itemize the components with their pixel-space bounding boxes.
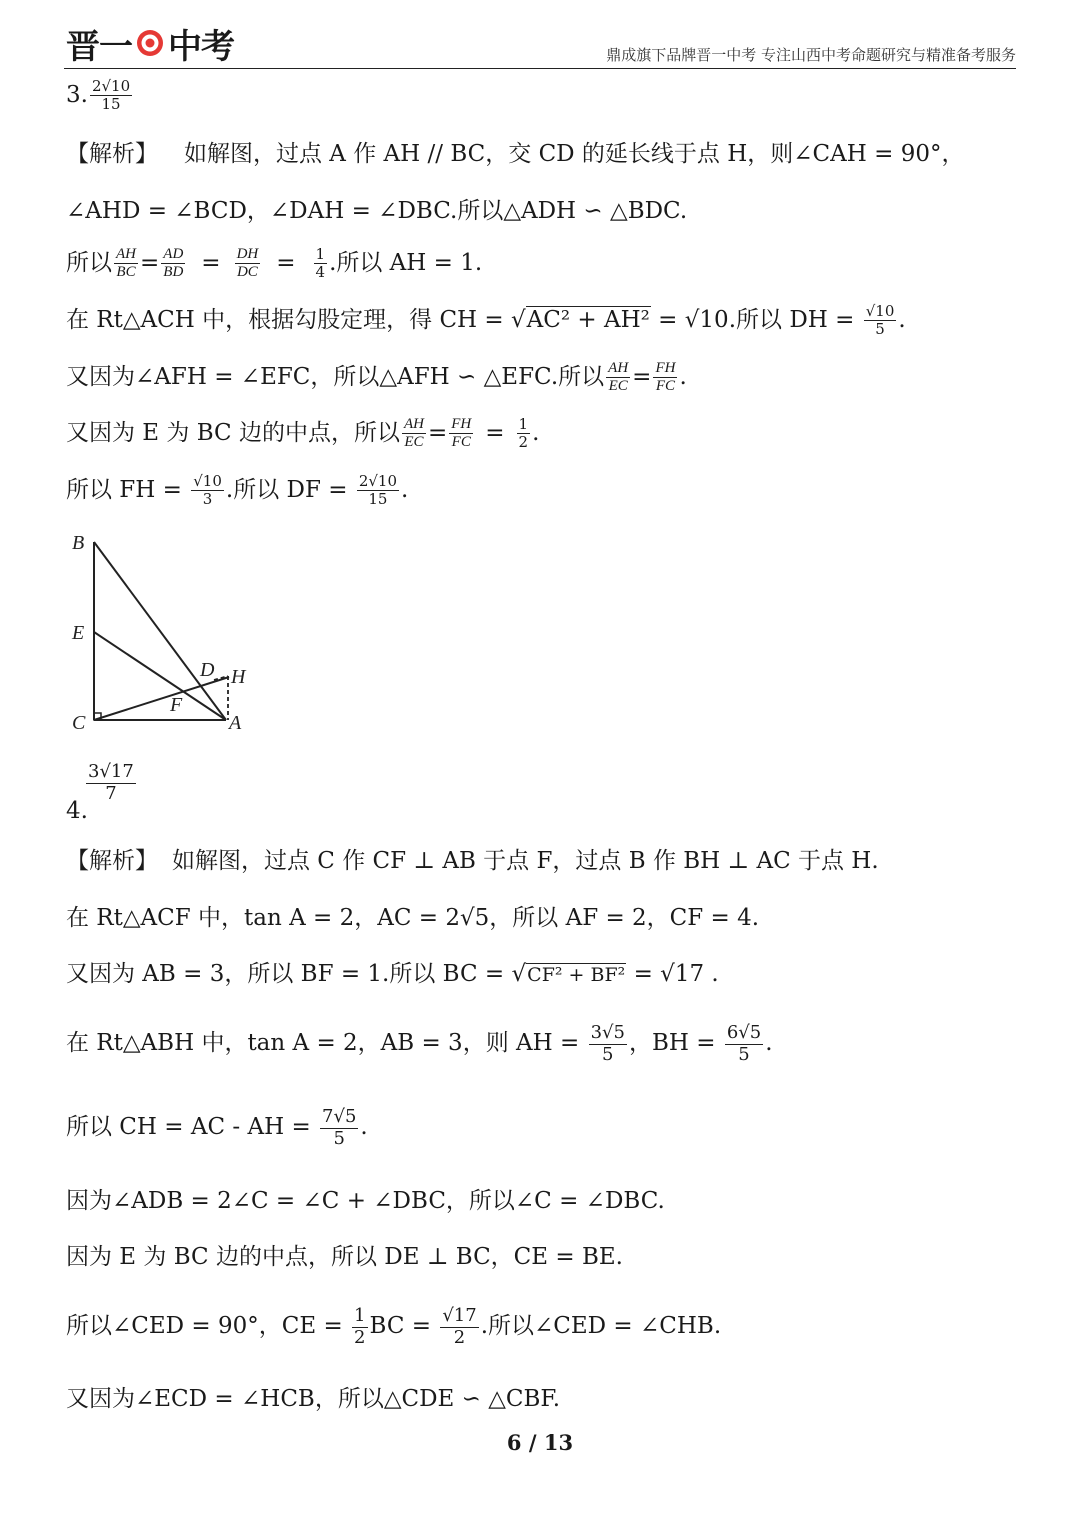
- q4-line-2: 在 Rt△ACF 中，tan A = 2，AC = 2√5，所以 AF = 2，CF = 4.: [66, 905, 760, 931]
- label-A: A: [229, 712, 242, 734]
- q4-line-4: 在 Rt△ABH 中，tan A = 2，AB = 3，则 AH = $\frac{3√5}{5}$ ，BH = $\frac{6√5}{5}$ .: [66, 1022, 773, 1065]
- label-C: C: [72, 712, 86, 734]
- segment-BA: [94, 542, 226, 720]
- q3-answer-fraction: $\frac{2√10}{15}$: [91, 77, 131, 114]
- q4-line-8: 所以∠CED = 90°，CE = $\frac{1}{2}$ BC = $\frac{√17}{2}$ .所以∠CED = ∠CHB.: [66, 1305, 722, 1348]
- q3-line-3: 所以 $\frac{AH}{BC}$ = $\frac{AD}{BD}$ = $\frac{DH}{DC}$ = $\frac{1}{4}$ .所以 AH = 1.: [66, 245, 483, 282]
- brand-logo: [66, 22, 234, 67]
- label-E: E: [72, 622, 85, 644]
- q3-line-1: 【解析】 如解图，过点 A 作 AH // BC，交 CD 的延长线于点 H，则∠CAH = 90°，: [66, 141, 965, 167]
- q3-line-2: ∠AHD = ∠BCD，∠DAH = ∠DBC.所以△ADH ∽ △BDC.: [66, 198, 688, 224]
- target-icon: [135, 28, 165, 58]
- header-tagline: 鼎成旗下品牌晋一中考 专注山西中考命题研究与精准备考服务: [606, 46, 1016, 64]
- q3-line-4: 在 Rt△ACH 中，根据勾股定理，得 CH = √AC² + AH² = √10.所以 DH = $\frac{√10}{5}$ .: [66, 302, 906, 339]
- analysis-tag: 【解析】: [66, 848, 158, 874]
- q4-line-6: 因为∠ADB = 2∠C = ∠C + ∠DBC，所以∠C = ∠DBC.: [66, 1188, 665, 1214]
- page-number: 6 / 13: [506, 1430, 574, 1455]
- logo-text-right: 中考: [168, 26, 234, 67]
- q3-line-5: 又因为∠AFH = ∠EFC，所以△AFH ∽ △EFC.所以 $\frac{AH}{EC}$ = $\frac{FH}{FC}$ .: [66, 360, 687, 395]
- label-D: D: [200, 659, 215, 681]
- q4-line-9: 又因为∠ECD = ∠HCB，所以△CDE ∽ △CBF.: [66, 1386, 561, 1412]
- logo-text-left: 晋一: [66, 26, 132, 67]
- label-H: H: [231, 666, 246, 688]
- header-divider: [64, 68, 1016, 69]
- segment-CD: [94, 677, 229, 720]
- q4-line-3: 又因为 AB = 3，所以 BF = 1.所以 BC = √CF² + BF² = √17 .: [66, 961, 719, 987]
- q4-line-7: 因为 E 为 BC 边的中点，所以 DE ⊥ BC，CE = BE.: [66, 1244, 623, 1270]
- q3-figure: [66, 528, 266, 743]
- label-B: B: [72, 532, 85, 554]
- label-F: F: [170, 694, 183, 716]
- q4-number: 4.: [66, 798, 88, 824]
- q4-answer-fraction: $\frac{3√17}{7}$: [88, 761, 134, 804]
- page-header: [66, 20, 1016, 70]
- q3-answer: [66, 78, 134, 114]
- q3-number: 3.: [66, 81, 88, 108]
- q3-line-6: 又因为 E 为 BC 边的中点，所以 $\frac{AH}{EC}$ = $\frac{FH}{FC}$ = $\frac{1}{2}$ .: [66, 415, 540, 452]
- q3-line-7: 所以 FH = $\frac{√10}{3}$ .所以 DF = $\frac{2√10}{15}$ .: [66, 472, 409, 509]
- triangle-diagram: [66, 528, 266, 743]
- q4-line-1: 【解析】 如解图，过点 C 作 CF ⊥ AB 于点 F，过点 B 作 BH ⊥ AC 于点 H.: [66, 848, 879, 874]
- q4-line-5: 所以 CH = AC - AH = $\frac{7√5}{5}$ .: [66, 1106, 368, 1149]
- analysis-tag: 【解析】: [66, 141, 158, 167]
